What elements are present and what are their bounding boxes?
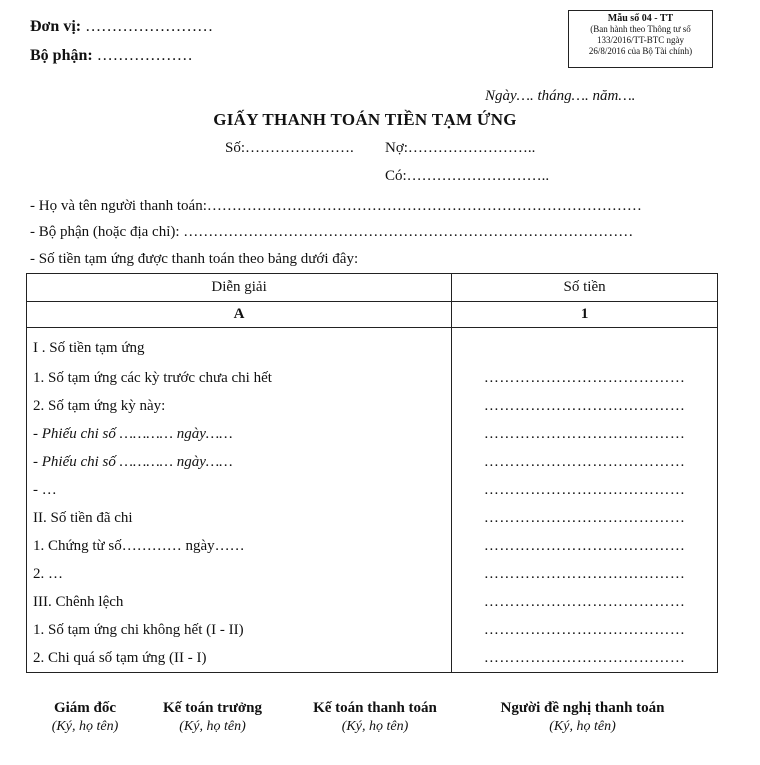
table-row	[27, 560, 718, 588]
row-label: 1. Số tạm ứng chi không hết (I - II)	[27, 616, 452, 644]
dept-label: Bộ phận:	[30, 47, 93, 64]
table-row	[27, 448, 718, 476]
date-line: Ngày…. tháng…. năm….	[485, 88, 636, 104]
header-amount: Số tiền	[452, 274, 718, 302]
subheader-1: 1	[452, 302, 718, 328]
settlement-table	[26, 273, 718, 673]
unit-dots: ……………………	[81, 18, 214, 35]
no-field: Nợ:……………………..	[385, 140, 536, 156]
row-amount: …………………………………	[452, 532, 718, 560]
table-row	[27, 616, 718, 644]
signature-role: Kế toán thanh toán	[313, 700, 437, 716]
table-intro-line: - Số tiền tạm ứng được thanh toán theo bảng dưới đây:	[30, 251, 359, 267]
row-amount: …………………………………	[452, 588, 718, 616]
row-amount: …………………………………	[452, 392, 718, 420]
signature-note: (Ký, họ tên)	[51, 719, 119, 734]
row-amount: …………………………………	[452, 364, 718, 392]
signature-chief-accountant	[140, 700, 285, 735]
dept-line	[30, 47, 193, 65]
signature-note: (Ký, họ tên)	[179, 719, 246, 734]
row-amount: …………………………………	[452, 560, 718, 588]
signature-payment-accountant	[295, 700, 455, 735]
row-label: III. Chênh lệch	[27, 588, 452, 616]
dept-dots: ………………	[92, 47, 193, 64]
subheader-a: A	[27, 302, 452, 328]
row-label: 1. Chứng từ số………… ngày……	[27, 532, 452, 560]
row-label: 2. Chi quá số tạm ứng (II - I)	[27, 644, 452, 673]
department-line: - Bộ phận (hoặc địa chỉ): ………………………………………………………………………………	[30, 224, 634, 240]
row-amount: …………………………………	[452, 476, 718, 504]
row-amount: …………………………………	[452, 448, 718, 476]
unit-line	[30, 18, 213, 36]
form-note-line-1: (Ban hành theo Thông tư số	[590, 24, 691, 34]
row-amount	[452, 328, 718, 365]
co-field: Có:………………………..	[385, 168, 550, 184]
row-label: II. Số tiền đã chi	[27, 504, 452, 532]
form-code: Mẫu số 04 - TT	[607, 13, 674, 24]
row-label: 2. Số tạm ứng kỳ này:	[27, 392, 452, 420]
signature-note: (Ký, họ tên)	[341, 719, 409, 734]
signature-role: Người đề nghị thanh toán	[500, 700, 665, 716]
form-note-line-3: 26/8/2016 của Bộ Tài chính)	[588, 46, 693, 56]
row-amount: …………………………………	[452, 420, 718, 448]
table-row	[27, 328, 718, 365]
signature-note: (Ký, họ tên)	[549, 719, 616, 734]
document-title: GIẤY THANH TOÁN TIỀN TẠM ỨNG	[213, 110, 517, 129]
row-label: - Phiếu chi số ………… ngày……	[27, 420, 452, 448]
row-label: 2. …	[27, 560, 452, 588]
table-row	[27, 392, 718, 420]
row-label: 1. Số tạm ứng các kỳ trước chưa chi hết	[27, 364, 452, 392]
signature-role: Kế toán trưởng	[163, 700, 262, 716]
unit-label: Đơn vị:	[30, 18, 82, 35]
form-note-line-2: 133/2016/TT-BTC ngày	[597, 35, 684, 45]
table-row	[27, 644, 718, 673]
row-amount: …………………………………	[452, 504, 718, 532]
header-description: Diễn giải	[27, 274, 452, 302]
table-row	[27, 476, 718, 504]
row-label: - Phiếu chi số ………… ngày……	[27, 448, 452, 476]
table-row	[27, 532, 718, 560]
table-row	[27, 364, 718, 392]
row-amount: …………………………………	[452, 616, 718, 644]
form-code-box	[568, 10, 713, 68]
row-label: - …	[27, 476, 452, 504]
table-row	[27, 420, 718, 448]
so-field: Số:………………….	[225, 140, 354, 156]
signature-director	[30, 700, 140, 735]
row-label: I . Số tiền tạm ứng	[27, 328, 452, 365]
signature-requester	[475, 700, 690, 735]
table-row	[27, 504, 718, 532]
signature-role: Giám đốc	[53, 700, 117, 716]
table-row	[27, 588, 718, 616]
payer-name-line: - Họ và tên người thanh toán:……………………………………………………………………………	[30, 198, 642, 214]
row-amount: …………………………………	[452, 644, 718, 673]
